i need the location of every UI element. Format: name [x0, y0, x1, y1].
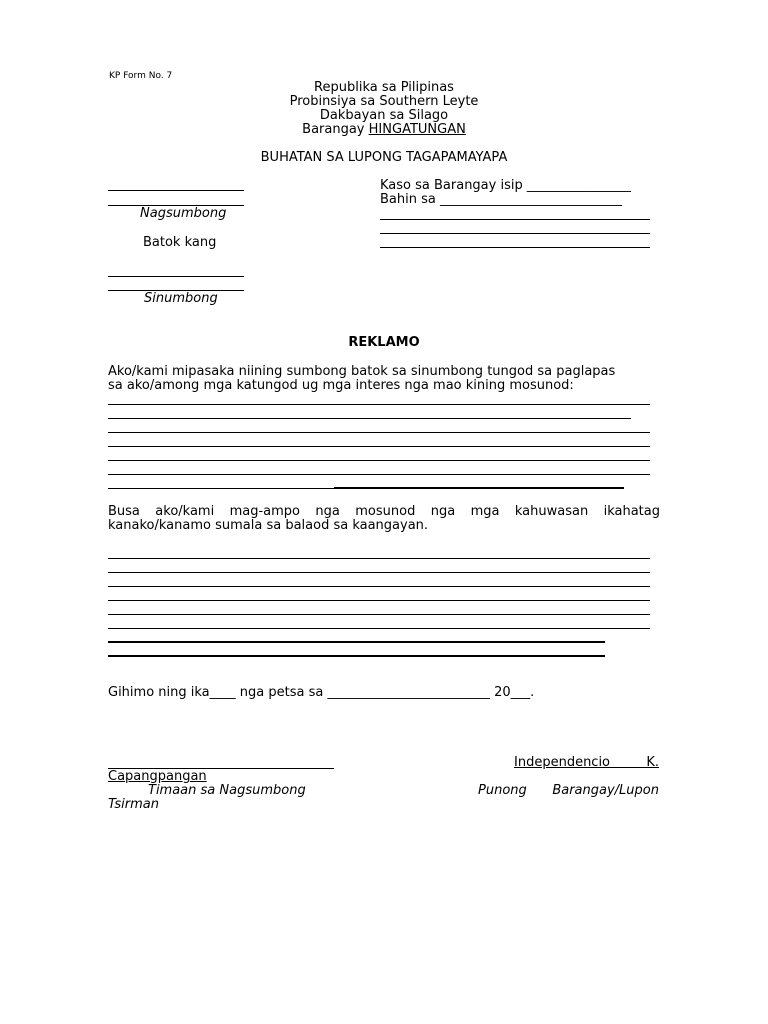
complaint-line-2a [108, 418, 428, 419]
against-label: Batok kang [143, 235, 217, 250]
case-subject-line-4 [380, 247, 650, 248]
complainant-signature-caption: Timaan sa Nagsumbong [148, 783, 306, 798]
relief-line-2 [108, 572, 650, 573]
official-name-cont: Capangpangan [108, 769, 207, 784]
relief-line-5 [108, 614, 650, 615]
barangay-name: HINGATUNGAN [368, 122, 466, 137]
case-number-label: Kaso sa Barangay isip [380, 178, 523, 193]
office-title: BUHATAN SA LUPONG TAGAPAMAYAPA [260, 150, 508, 165]
complaint-title: REKLAMO [348, 335, 420, 350]
complaint-line-7b [334, 487, 624, 489]
official-name: Independencio K. [514, 755, 659, 770]
case-subject-line-3 [380, 233, 650, 234]
case-subject-field [380, 193, 622, 207]
header-barangay [184, 123, 584, 137]
complaint-line-7a [108, 488, 334, 489]
official-caption: Punong Barangay/Lupon [478, 783, 659, 798]
relief-line-1 [108, 558, 650, 559]
relief-line-7 [108, 641, 605, 643]
complaint-line-1 [108, 404, 650, 405]
relief-line-8 [108, 655, 605, 657]
case-subject-line-2 [380, 219, 650, 220]
complaint-line-4 [108, 446, 650, 447]
header-province: Probinsiya sa Southern Leyte [289, 94, 479, 109]
official-caption-cont: Tsirman [108, 797, 159, 812]
complaint-line-5 [108, 460, 650, 461]
respondent-label: Sinumbong [144, 291, 218, 306]
header-republic: Republika sa Pilipinas [314, 80, 454, 95]
case-subject-label: Bahin sa [380, 192, 436, 207]
relief-line-3 [108, 586, 650, 587]
relief-paragraph-line-1: Busa ako/kami mag-ampo nga mosunod nga mga kahuwasan ikahatag [108, 504, 660, 519]
complaint-line-6 [108, 474, 650, 475]
relief-line-6 [108, 628, 650, 629]
complaint-paragraph-line-1: Ako/kami mipasaka niining sumbong batok sa sinumbong tungod sa paglapas [108, 364, 616, 379]
complaint-paragraph-line-2: sa ako/among mga katungod ug mga interes nga mao kining mosunod: [108, 378, 574, 393]
respondent-name-line-1 [108, 276, 244, 277]
case-subject-blank: ____________________________ [440, 192, 622, 207]
relief-line-4 [108, 600, 650, 601]
form-number: KP Form No. 7 [109, 71, 173, 81]
complaint-line-2b [425, 418, 631, 419]
date-line: Gihimo ning ika____ nga petsa sa _________________________ 20___. [108, 685, 535, 700]
complaint-line-3 [108, 432, 650, 433]
complainant-name-line-1 [108, 190, 244, 191]
case-number-field [380, 179, 631, 193]
relief-paragraph-line-2: kanako/kanamo sumala sa balaod sa kaangayan. [108, 518, 429, 533]
case-number-blank: ________________ [526, 178, 631, 193]
header-city: Dakbayan sa Silago [319, 108, 449, 123]
barangay-prefix: Barangay [302, 122, 365, 137]
complainant-label: Nagsumbong [140, 206, 227, 221]
